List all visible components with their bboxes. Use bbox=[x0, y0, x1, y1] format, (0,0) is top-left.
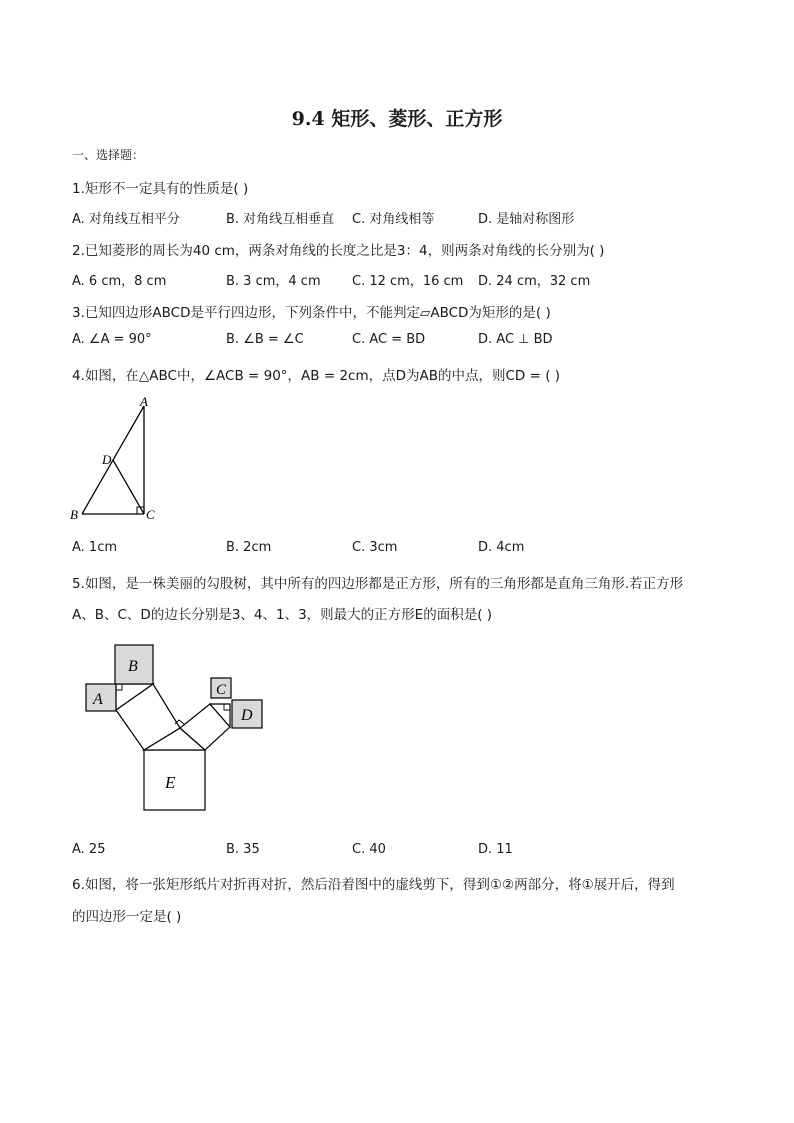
question-6-stem-line-1: 6.如图，将一张矩形纸片对折再对折，然后沿着图中的虚线剪下，得到①②两部分，将①展开后，得到 bbox=[72, 877, 675, 893]
question-2-option-d: D. 24 cm，32 cm bbox=[478, 274, 591, 289]
label-square-c: C bbox=[216, 682, 227, 698]
question-5-option-c: C. 40 bbox=[352, 842, 386, 857]
label-b: B bbox=[70, 507, 78, 522]
question-1-option-d: D. 是轴对称图形 bbox=[478, 212, 575, 227]
question-3-stem: 3.已知四边形ABCD是平行四边形，下列条件中，不能判定▱ABCD为矩形的是( ) bbox=[72, 305, 551, 321]
question-3-option-c: C. AC = BD bbox=[352, 332, 426, 347]
question-1-stem: 1.矩形不一定具有的性质是( ) bbox=[72, 181, 249, 197]
question-2-option-b: B. 3 cm，4 cm bbox=[226, 274, 321, 289]
page-title: 9.4 矩形、菱形、正方形 bbox=[291, 108, 503, 130]
question-5-stem-line-1: 5.如图，是一株美丽的勾股树，其中所有的四边形都是正方形，所有的三角形都是直角三角形.若正方形 bbox=[72, 576, 684, 592]
question-3-option-a: A. ∠A = 90° bbox=[72, 332, 152, 347]
question-5-option-a: A. 25 bbox=[72, 842, 106, 857]
question-5-stem-line-2: A、B、C、D的边长分别是3、4、1、3，则最大的正方形E的面积是( ) bbox=[72, 607, 493, 623]
label-square-a: A bbox=[93, 691, 103, 708]
question-1-option-a: A. 对角线互相平分 bbox=[72, 212, 180, 227]
question-1-option-c: C. 对角线相等 bbox=[352, 212, 435, 227]
question-2-option-a: A. 6 cm，8 cm bbox=[72, 274, 167, 289]
question-3-option-d: D. AC ⊥ BD bbox=[478, 332, 553, 347]
pythagoras-tree-figure bbox=[80, 640, 280, 820]
question-3-option-b: B. ∠B = ∠C bbox=[226, 332, 304, 347]
question-4-option-b: B. 2cm bbox=[226, 540, 272, 555]
label-square-d: D bbox=[241, 707, 253, 724]
label-square-b: B bbox=[128, 658, 138, 675]
label-square-e: E bbox=[165, 773, 176, 792]
label-d: D bbox=[102, 452, 112, 467]
triangle-figure bbox=[64, 392, 184, 532]
label-a: A bbox=[140, 394, 148, 409]
median-cd bbox=[113, 460, 144, 514]
question-4-stem: 4.如图，在△ABC中，∠ACB = 90°，AB = 2cm，点D为AB的中点，则CD = ( ) bbox=[72, 368, 561, 384]
question-5-option-b: B. 35 bbox=[226, 842, 260, 857]
question-5-option-d: D. 11 bbox=[478, 842, 513, 857]
section-heading: 一、选择题： bbox=[72, 148, 145, 162]
question-4-option-c: C. 3cm bbox=[352, 540, 398, 555]
question-4-option-d: D. 4cm bbox=[478, 540, 525, 555]
label-c: C bbox=[146, 507, 155, 522]
question-1-option-b: B. 对角线互相垂直 bbox=[226, 212, 335, 227]
question-2-option-c: C. 12 cm，16 cm bbox=[352, 274, 464, 289]
question-6-stem-line-2: 的四边形一定是( ) bbox=[72, 909, 182, 925]
question-4-option-a: A. 1cm bbox=[72, 540, 118, 555]
question-2-stem: 2.已知菱形的周长为40 cm，两条对角线的长度之比是3：4，则两条对角线的长分别为( ) bbox=[72, 243, 605, 259]
